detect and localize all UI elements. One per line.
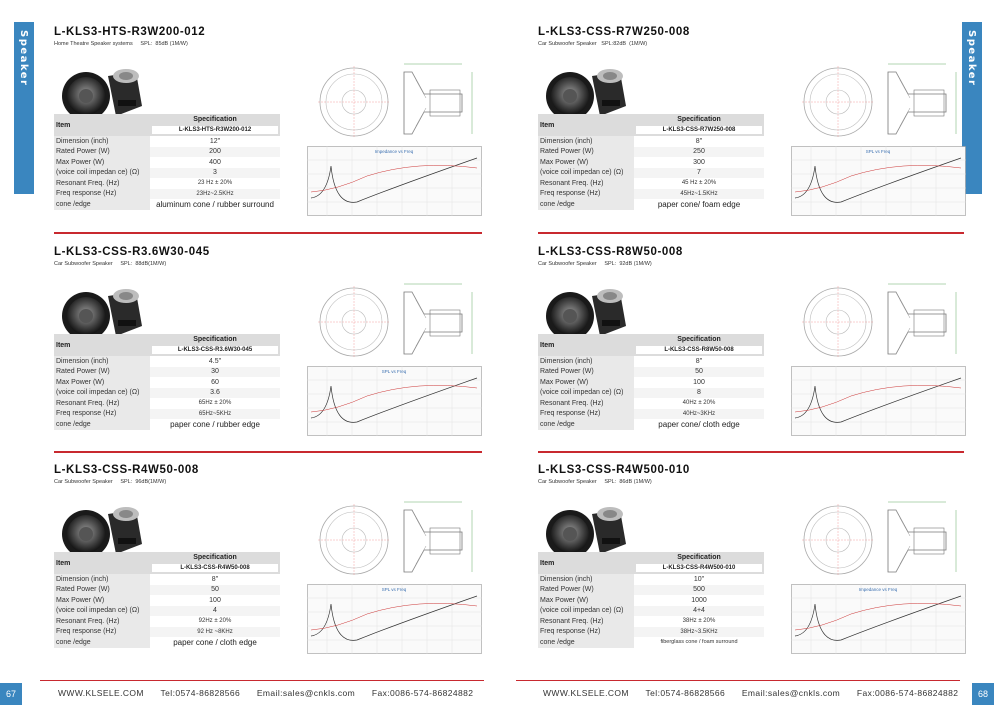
footer-line	[40, 680, 484, 681]
spec-label: (voice coil impedan ce) (Ω)	[538, 168, 634, 179]
spec-row	[538, 377, 764, 388]
spec-value: 8"	[211, 575, 219, 583]
spec-label: Dimension (inch)	[54, 356, 150, 367]
technical-drawing	[312, 54, 482, 144]
spec-row	[538, 419, 764, 430]
product-title: L-KLS3-CSS-R7W250-008	[538, 26, 690, 38]
side-tab-label: Speaker	[966, 30, 977, 87]
product-title: L-KLS3-CSS-R8W50-008	[538, 246, 683, 258]
spec-label: Dimension (inch)	[538, 136, 634, 147]
spec-label: (voice coil impedan ce) (Ω)	[538, 388, 634, 399]
spec-label: (voice coil impedan ce) (Ω)	[54, 168, 150, 179]
footer-email[interactable]: Email:sales@cnkls.com	[256, 688, 356, 698]
spec-value: 92Hz ± 20%	[198, 618, 232, 625]
page-number-right: 68	[972, 683, 994, 705]
spec-row	[54, 616, 280, 627]
spec-row	[54, 199, 280, 210]
spec-label: cone /edge	[54, 637, 150, 648]
spec-row	[538, 409, 764, 420]
spec-label: Rated Power (W)	[54, 367, 150, 378]
spec-value: 40Hz ± 20%	[682, 400, 716, 407]
response-graph-svg	[307, 366, 482, 436]
spec-row	[538, 168, 764, 179]
response-graph	[307, 366, 482, 436]
spec-header-spec	[150, 552, 280, 574]
spec-label: Rated Power (W)	[54, 585, 150, 596]
side-tab-left	[14, 22, 34, 194]
spec-header-spec	[634, 552, 764, 574]
spec-value: 1000	[691, 596, 707, 604]
spec-value: 500	[634, 585, 764, 596]
spec-value: 8"	[695, 357, 703, 365]
spec-model: L-KLS3-CSS-R4W50-008	[152, 564, 278, 572]
response-graph	[791, 584, 966, 654]
spec-row	[54, 189, 280, 200]
spec-value: paper cone / rubber edge	[170, 419, 260, 429]
product-title: L-KLS3-HTS-R3W200-012	[54, 26, 206, 38]
footer-tel: Tel:0574-86828566	[160, 688, 241, 698]
spec-row	[54, 147, 280, 158]
spec-label: Rated Power (W)	[538, 147, 634, 158]
spec-row	[538, 585, 764, 596]
spec-header-label: Specification	[677, 116, 721, 123]
spec-label: cone /edge	[54, 419, 150, 430]
spec-row	[54, 419, 280, 430]
product-subtitle: Car Subwoofer Speaker SPL: 96dB(1M/W)	[54, 479, 167, 485]
spec-label: Freq response (Hz)	[538, 627, 634, 638]
spec-label: Max Power (W)	[538, 377, 634, 388]
spec-value: 40Hz~3KHz	[634, 409, 764, 420]
spec-row	[54, 574, 280, 585]
side-tab-label: Speaker	[18, 30, 29, 87]
technical-drawing	[796, 274, 966, 364]
spec-value: 8	[634, 388, 764, 399]
spec-value: 100	[209, 596, 221, 604]
spec-value: 92 Hz ~8KHz	[150, 627, 280, 638]
spec-model: L-KLS3-CSS-R8W50-008	[636, 346, 762, 354]
spec-label: Max Power (W)	[54, 377, 150, 388]
spec-table	[54, 114, 280, 210]
spec-label: Freq response (Hz)	[54, 409, 150, 420]
response-graph	[791, 366, 966, 436]
section-divider	[538, 232, 964, 234]
spec-label: (voice coil impedan ce) (Ω)	[538, 606, 634, 617]
spec-row	[54, 367, 280, 378]
spec-value: 4+4	[634, 606, 764, 617]
spec-row	[538, 178, 764, 189]
spec-value: 23Hz~2.5KHz	[150, 189, 280, 200]
spec-label: Max Power (W)	[538, 595, 634, 606]
response-graph-svg	[307, 146, 482, 216]
spec-header-item: Item	[54, 552, 150, 574]
spec-header-label: Specification	[193, 554, 237, 561]
spec-table	[54, 552, 280, 648]
footer-fax: Fax:0086-574-86824882	[856, 688, 959, 698]
technical-drawing	[796, 492, 966, 582]
spec-header-row	[538, 552, 764, 574]
response-graph-svg	[791, 366, 966, 436]
spec-header-item: Item	[54, 114, 150, 136]
response-graph	[307, 584, 482, 654]
spec-value: fiberglass cone / foam surround	[660, 639, 738, 646]
spec-value: 3	[150, 168, 280, 179]
spec-row	[54, 595, 280, 606]
spec-value: 65Hz ± 20%	[198, 400, 232, 407]
spec-row	[54, 585, 280, 596]
spec-row	[538, 627, 764, 638]
spec-label: Rated Power (W)	[54, 147, 150, 158]
spec-value: 50	[634, 367, 764, 378]
section-divider	[54, 232, 482, 234]
spec-label: Dimension (inch)	[54, 574, 150, 585]
spec-label: cone /edge	[54, 199, 150, 210]
spec-row	[538, 398, 764, 409]
spec-header-item: Item	[538, 334, 634, 356]
spec-label: Resonant Freq. (Hz)	[54, 178, 150, 189]
graph-title: SPL vs Freq	[381, 369, 407, 374]
spec-value: 400	[209, 158, 221, 166]
spec-row	[538, 189, 764, 200]
product-title: L-KLS3-CSS-R4W50-008	[54, 464, 199, 476]
spec-row	[538, 637, 764, 648]
spec-header-spec	[634, 114, 764, 136]
spec-row	[54, 398, 280, 409]
spec-row	[54, 136, 280, 147]
spec-row	[54, 388, 280, 399]
graph-title: SPL vs Freq	[865, 149, 891, 154]
spec-row	[538, 388, 764, 399]
spec-row	[54, 157, 280, 168]
spec-row	[54, 409, 280, 420]
spec-label: cone /edge	[538, 637, 634, 648]
spec-header-item: Item	[538, 552, 634, 574]
spec-value: 7	[634, 168, 764, 179]
spec-row	[54, 168, 280, 179]
spec-value: 10"	[693, 575, 705, 583]
spec-label: Resonant Freq. (Hz)	[538, 398, 634, 409]
spec-label: Rated Power (W)	[538, 367, 634, 378]
spec-label: Freq response (Hz)	[54, 627, 150, 638]
spec-label: Resonant Freq. (Hz)	[538, 616, 634, 627]
response-graph-svg	[307, 584, 482, 654]
spec-table	[538, 114, 764, 210]
spec-label: Freq response (Hz)	[538, 409, 634, 420]
page-number-left: 67	[0, 683, 22, 705]
technical-drawing	[312, 492, 482, 582]
spec-header-label: Specification	[677, 336, 721, 343]
spec-header-row	[54, 114, 280, 136]
product-subtitle: Car Subwoofer Speaker SPL:82dB (1M/W)	[538, 41, 648, 47]
spec-row	[54, 627, 280, 638]
spec-value: paper cone/ cloth edge	[658, 419, 740, 429]
section-divider	[54, 451, 482, 453]
footer-website[interactable]: WWW.KLSELE.COM	[58, 688, 144, 698]
spec-model: L-KLS3-HTS-R3W200-012	[152, 126, 278, 134]
spec-label: Dimension (inch)	[54, 136, 150, 147]
spec-label: Resonant Freq. (Hz)	[54, 616, 150, 627]
product-card	[54, 26, 484, 241]
response-graph-svg	[791, 146, 966, 216]
footer-line	[516, 680, 960, 681]
spec-header-spec	[150, 114, 280, 136]
spec-value: 4.5"	[208, 357, 222, 365]
spec-value: 45 Hz ± 20%	[681, 180, 717, 187]
footer-website[interactable]: WWW.KLSELE.COM	[543, 688, 629, 698]
spec-label: cone /edge	[538, 419, 634, 430]
product-subtitle: Car Subwoofer Speaker SPL: 88dB(1M/W)	[54, 261, 167, 267]
graph-title: Impedance vs Freq	[858, 587, 898, 592]
spec-value: 60	[211, 378, 219, 386]
spec-header-spec	[150, 334, 280, 356]
spec-header-spec	[634, 334, 764, 356]
footer-fax: Fax:0086-574-86824882	[371, 688, 474, 698]
spec-label: Freq response (Hz)	[54, 189, 150, 200]
product-card	[538, 464, 968, 679]
spec-row	[538, 367, 764, 378]
spec-row	[538, 157, 764, 168]
spec-row	[54, 637, 280, 648]
footer-right	[543, 688, 972, 698]
spec-row	[538, 574, 764, 585]
spec-row	[538, 616, 764, 627]
spec-header-label: Specification	[677, 554, 721, 561]
spec-label: Resonant Freq. (Hz)	[538, 178, 634, 189]
graph-title: SPL vs Freq	[381, 587, 407, 592]
spec-row	[538, 595, 764, 606]
response-graph	[791, 146, 966, 216]
spec-value: 3.6	[150, 388, 280, 399]
spec-value: 65Hz~5KHz	[150, 409, 280, 420]
spec-header-row	[54, 552, 280, 574]
spec-row	[54, 356, 280, 367]
spec-row	[538, 147, 764, 158]
product-title: L-KLS3-CSS-R4W500-010	[538, 464, 690, 476]
spec-value: 30	[150, 367, 280, 378]
spec-row	[538, 356, 764, 367]
spec-value: 4	[150, 606, 280, 617]
product-card	[54, 464, 484, 679]
spec-value: aluminum cone / rubber surround	[156, 199, 274, 209]
spec-header-item: Item	[54, 334, 150, 356]
spec-model: L-KLS3-CSS-R7W250-008	[636, 126, 762, 134]
spec-header-row	[538, 334, 764, 356]
spec-label: cone /edge	[538, 199, 634, 210]
spec-value: 200	[150, 147, 280, 158]
product-card	[538, 26, 968, 241]
footer-tel: Tel:0574-86828566	[645, 688, 726, 698]
spec-row	[538, 606, 764, 617]
product-card	[54, 246, 484, 461]
spec-label: Rated Power (W)	[538, 585, 634, 596]
footer-email[interactable]: Email:sales@cnkls.com	[741, 688, 841, 698]
spec-value: 250	[634, 147, 764, 158]
spec-row	[54, 377, 280, 388]
spec-label: Max Power (W)	[54, 157, 150, 168]
spec-row	[538, 199, 764, 210]
product-subtitle: Home Theatre Speaker systems SPL: 85dB (1M/W)	[54, 41, 188, 47]
spec-value: 8"	[695, 137, 703, 145]
spec-value: 23 Hz ± 20%	[197, 180, 233, 187]
technical-drawing	[796, 54, 966, 144]
technical-drawing	[312, 274, 482, 364]
spec-value: 100	[693, 378, 705, 386]
spec-label: (voice coil impedan ce) (Ω)	[54, 606, 150, 617]
spec-row	[538, 136, 764, 147]
section-divider	[538, 451, 964, 453]
spec-model: L-KLS3-CSS-R4W500-010	[636, 564, 762, 572]
spec-label: Freq response (Hz)	[538, 189, 634, 200]
spec-value: paper cone/ foam edge	[657, 199, 741, 209]
response-graph-svg	[791, 584, 966, 654]
spec-label: Resonant Freq. (Hz)	[54, 398, 150, 409]
spec-header-row	[538, 114, 764, 136]
product-subtitle: Car Subwoofer Speaker SPL: 86dB (1M/W)	[538, 479, 652, 485]
spec-label: Max Power (W)	[538, 157, 634, 168]
spec-value: paper cone / cloth edge	[173, 637, 257, 647]
product-card	[538, 246, 968, 461]
spec-row	[54, 606, 280, 617]
spec-header-row	[54, 334, 280, 356]
spec-label: (voice coil impedan ce) (Ω)	[54, 388, 150, 399]
spec-label: Dimension (inch)	[538, 356, 634, 367]
spec-label: Max Power (W)	[54, 595, 150, 606]
product-title: L-KLS3-CSS-R3.6W30-045	[54, 246, 210, 258]
spec-value: 300	[693, 158, 705, 166]
spec-label: Dimension (inch)	[538, 574, 634, 585]
spec-table	[538, 552, 764, 648]
spec-header-label: Specification	[193, 116, 237, 123]
footer-left	[58, 688, 487, 698]
spec-model: L-KLS3-CSS-R3.6W30-045	[152, 346, 278, 354]
spec-value: 38Hz~3.5KHz	[634, 627, 764, 638]
spec-value: 12"	[209, 137, 221, 145]
product-subtitle: Car Subwoofer Speaker SPL: 92dB (1M/W)	[538, 261, 652, 267]
response-graph	[307, 146, 482, 216]
spec-table	[538, 334, 764, 430]
spec-value: 38Hz ± 20%	[682, 618, 716, 625]
spec-table	[54, 334, 280, 430]
graph-title: Impedance vs Freq	[374, 149, 414, 154]
spec-row	[54, 178, 280, 189]
spec-header-label: Specification	[193, 336, 237, 343]
spec-value: 45Hz~1.5KHz	[634, 189, 764, 200]
spec-value: 50	[150, 585, 280, 596]
spec-header-item: Item	[538, 114, 634, 136]
